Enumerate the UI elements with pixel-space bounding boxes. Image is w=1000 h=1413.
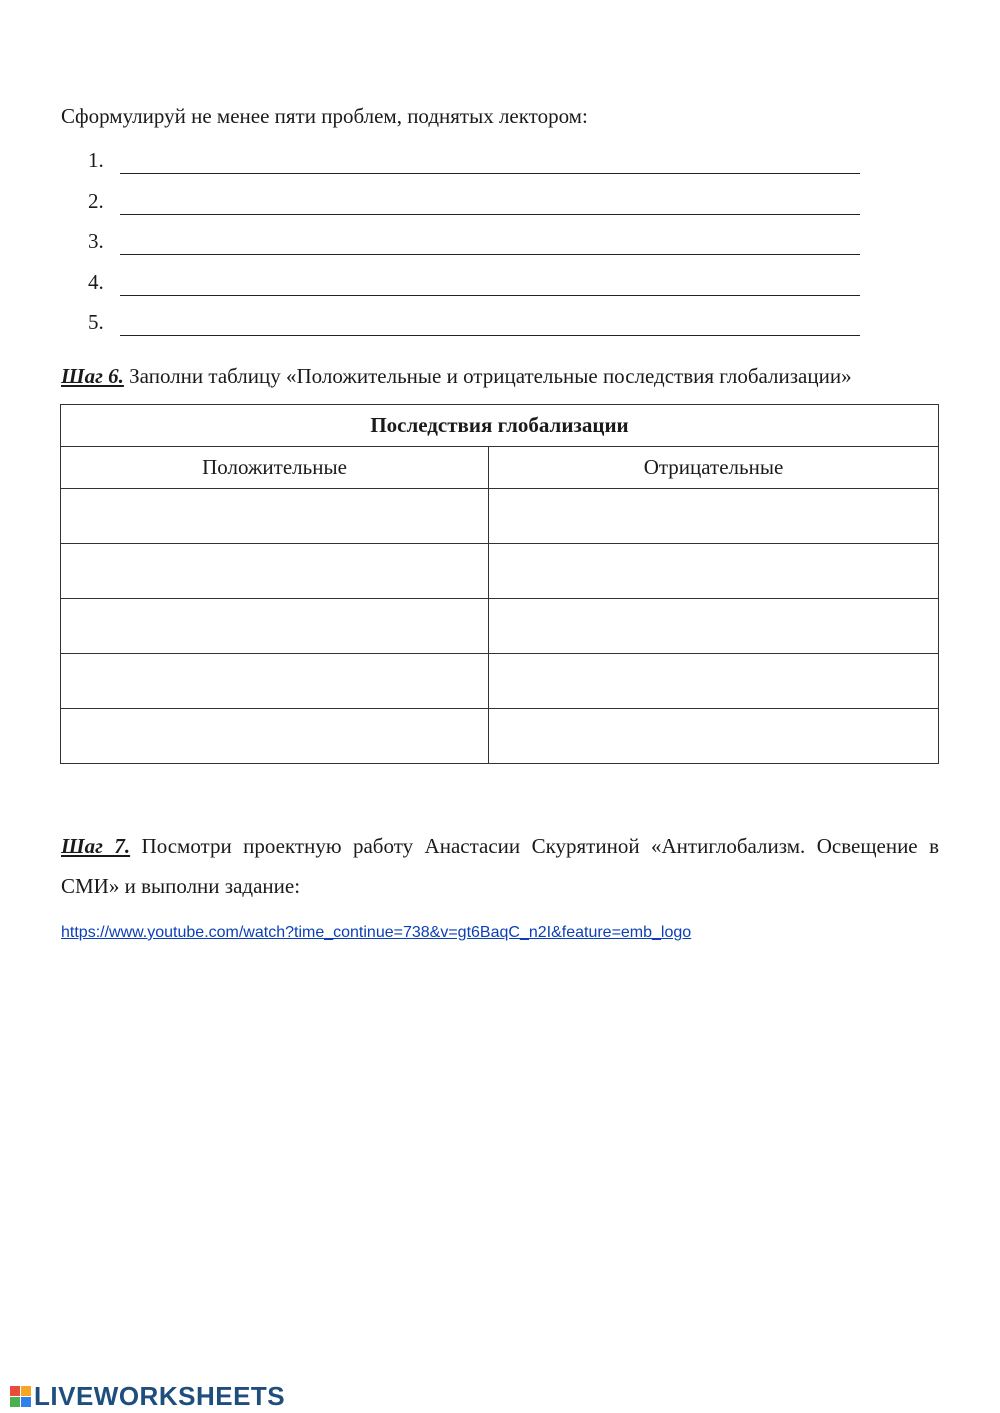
logo-tile xyxy=(10,1397,20,1407)
column-header-positive: Положительные xyxy=(61,447,489,489)
answer-item xyxy=(88,268,860,309)
step-6-label: Шаг 6. xyxy=(61,364,124,388)
table-row xyxy=(61,709,939,764)
positive-cell[interactable] xyxy=(61,489,489,544)
table-row xyxy=(61,544,939,599)
answer-line-2[interactable] xyxy=(120,187,860,215)
logo-tile xyxy=(10,1386,20,1396)
negative-cell[interactable] xyxy=(489,654,939,709)
table-row xyxy=(61,654,939,709)
answer-number: 4. xyxy=(88,269,104,294)
negative-cell[interactable] xyxy=(489,709,939,764)
answer-line-3[interactable] xyxy=(120,227,860,255)
answer-item xyxy=(88,146,860,187)
consequences-table xyxy=(60,404,939,764)
negative-cell[interactable] xyxy=(489,599,939,654)
positive-cell[interactable] xyxy=(61,599,489,654)
positive-cell[interactable] xyxy=(61,654,489,709)
answer-item xyxy=(88,187,860,228)
positive-cell[interactable] xyxy=(61,709,489,764)
brand-name: LIVEWORKSHEETS xyxy=(34,1381,286,1411)
liveworksheets-logo xyxy=(10,1381,285,1412)
answer-number: 3. xyxy=(88,229,104,253)
answer-line-1[interactable] xyxy=(120,146,860,174)
step-7-label: Шаг 7. xyxy=(61,834,131,858)
logo-tile xyxy=(21,1386,31,1396)
table-title: Последствия глобализации xyxy=(61,405,939,447)
positive-cell[interactable] xyxy=(61,544,489,599)
answer-list xyxy=(88,146,860,349)
task-prompt: Сформулируй не менее пяти проблем, поднятых лектором: xyxy=(61,104,588,128)
negative-cell[interactable] xyxy=(489,544,939,599)
column-header-negative: Отрицательные xyxy=(489,447,939,489)
step-7-text: Посмотри проектную работу Анастасии Скурятиной «Антиглобализм. Освещение в СМИ» и выполни задание: xyxy=(61,834,939,898)
table-row xyxy=(61,489,939,544)
step-7-instruction xyxy=(61,826,939,906)
youtube-link[interactable]: https://www.youtube.com/watch?time_continue=738&v=gt6BaqC_n2I&feature=emb_logo xyxy=(61,924,692,941)
table-row xyxy=(61,599,939,654)
step-6-instruction xyxy=(61,364,852,389)
answer-number: 5. xyxy=(88,310,104,334)
answer-line-4[interactable] xyxy=(120,268,860,296)
liveworksheets-logo-icon xyxy=(10,1386,31,1407)
answer-line-5[interactable] xyxy=(120,308,860,336)
logo-tile xyxy=(21,1397,31,1407)
answer-number: 2. xyxy=(88,188,104,213)
answer-number: 1. xyxy=(88,148,104,172)
negative-cell[interactable] xyxy=(489,489,939,544)
answer-item xyxy=(88,308,860,349)
step-6-text: Заполни таблицу «Положительные и отрицательные последствия глобализации» xyxy=(123,364,852,388)
answer-item xyxy=(88,227,860,268)
